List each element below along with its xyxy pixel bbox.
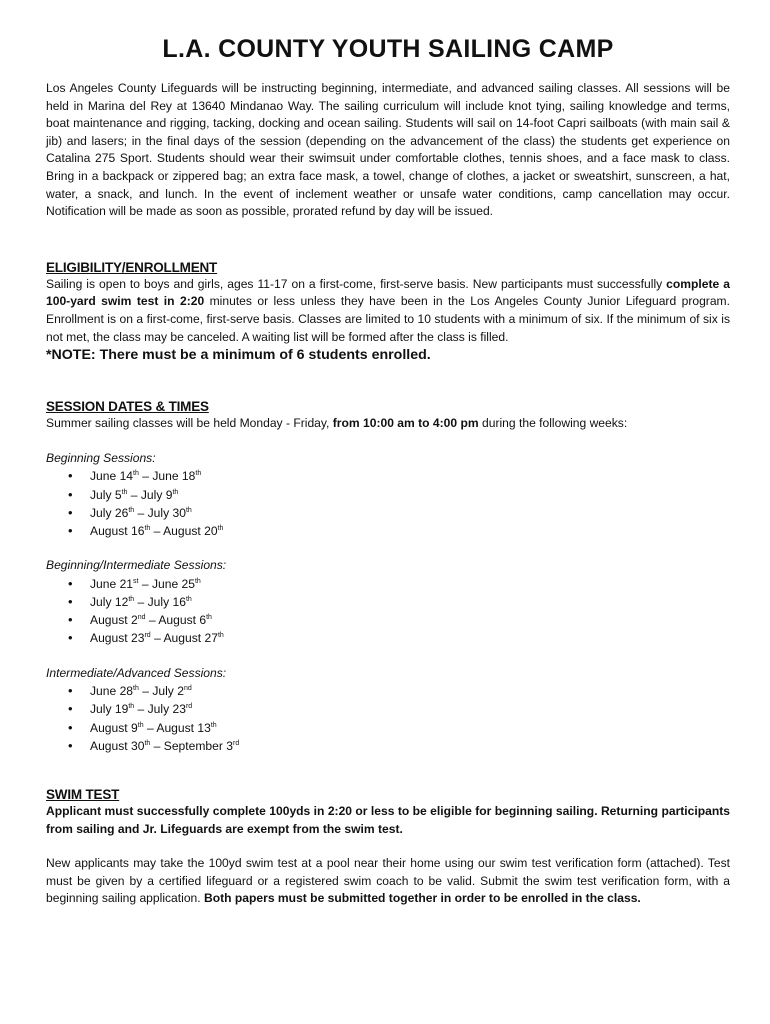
eligibility-text-2: minutes or less unless they have been in the Los Angeles County Junior Lifeguard program. Enrollment is on a first-come, first-serve basis. Classes are limited to 10 students with a minimum of six. If the minimum of six is not met, the class may be canceled. A waiting list will be formed after the class is filled. [46, 294, 730, 344]
session-date-item [90, 700, 730, 718]
date-ordinal-suffix: th [185, 506, 192, 514]
swim-test-instructions-text: New applicants may take the 100yd swim test at a pool near their home using our swim test verification form (attached). Test must be given by a certified lifeguard or a registered swim coach to be valid. Submit the swim test verification form, with a beginning sailing application. [46, 856, 730, 906]
page-title: L.A. COUNTY YOUTH SAILING CAMP [162, 35, 614, 63]
date-ordinal-suffix: th [172, 488, 179, 496]
date-ordinal-suffix: th [144, 524, 151, 532]
date-text: – July 9 [127, 487, 173, 502]
session-group-label: Intermediate/Advanced Sessions: [46, 665, 227, 680]
date-text: June 14 [90, 469, 134, 484]
date-ordinal-suffix: th [144, 739, 151, 747]
session-date-item [90, 522, 730, 540]
date-text: – June 25 [138, 576, 195, 591]
session-date-list [46, 467, 730, 540]
date-ordinal-suffix: st [133, 577, 139, 585]
eligibility-heading: ELIGIBILITY/ENROLLMENT [46, 259, 218, 275]
date-ordinal-suffix: th [210, 721, 217, 729]
sessions-heading: SESSION DATES & TIMES [46, 399, 209, 415]
session-date-item [90, 737, 730, 755]
session-date-item [90, 467, 730, 485]
eligibility-paragraph [46, 276, 730, 346]
date-ordinal-suffix: th [194, 577, 201, 585]
eligibility-text-1: Sailing is open to boys and girls, ages 11-17 on a first-come, first-serve basis. New participants must successfully [46, 276, 667, 291]
date-text: July 26 [90, 505, 129, 520]
date-text: June 21 [90, 576, 134, 591]
date-ordinal-suffix: nd [183, 685, 192, 693]
sessions-intro-text-1: Summer sailing classes will be held Monday - Friday, [46, 416, 333, 431]
date-ordinal-suffix: rd [233, 739, 240, 747]
date-ordinal-suffix: th [217, 632, 224, 640]
session-date-item [90, 575, 730, 593]
date-text: July 12 [90, 594, 129, 609]
date-ordinal-suffix: th [185, 595, 192, 603]
session-date-item [90, 629, 730, 647]
swim-test-requirement: Applicant must successfully complete 100yds in 2:20 or less to be eligible for beginning sailing. Returning participants from sailing and Jr. Lifeguards are exempt from the swim test. [46, 803, 730, 836]
date-text: – August 27 [150, 631, 218, 646]
date-text: – July 30 [134, 505, 186, 520]
sessions-hours: from 10:00 am to 4:00 pm [332, 416, 479, 431]
date-text: – August 13 [143, 720, 211, 735]
session-date-item [90, 593, 730, 611]
date-ordinal-suffix: th [195, 470, 202, 478]
date-text: – July 2 [138, 684, 184, 699]
date-text: August 16 [90, 523, 145, 538]
date-ordinal-suffix: rd [144, 632, 151, 640]
date-text: – June 18 [138, 469, 196, 484]
date-text: August 30 [90, 738, 145, 753]
date-text: July 5 [90, 487, 122, 502]
date-ordinal-suffix: th [128, 506, 135, 514]
date-text: August 23 [90, 631, 145, 646]
session-date-item [90, 486, 730, 504]
date-text: – July 16 [134, 594, 186, 609]
session-group-label: Beginning Sessions: [46, 450, 156, 465]
swim-test-instructions [46, 855, 730, 908]
date-ordinal-suffix: th [133, 470, 139, 478]
intro-paragraph: Los Angeles County Lifeguards will be instructing beginning, intermediate, and advanced sailing classes. All sessions will be held in Marina del Rey at 13640 Mindanao Way. The sailing curriculum will include knot tying, sailing knowledge and terms, boat maintenance and rigging, tacking, docking and ocean sailing. Students will sail on 14-foot Capri sailboats (with main sail & jib) and lasers; in the final days of the session (depending on the advancement of the class) the students get experience on Catalina 275 Sport. Students should wear their swimsuit under comfortable clothes, tennis shoes, and a face mask to class. Bring in a backpack or zippered bag; an extra face mask, a towel, change of clothes, a jacket or sweatshirt, sunscreen, a hat, water, a snack, and lunch. In the event of inclement weather or unsafe water conditions, camp cancellation may occur. Notification will be made as soon as possible, prorated refund by day will be issued. [46, 81, 730, 219]
date-text: July 19 [90, 702, 129, 717]
date-text: – August 20 [150, 523, 218, 538]
date-ordinal-suffix: rd [185, 703, 193, 711]
date-ordinal-suffix: th [217, 524, 224, 532]
date-ordinal-suffix: th [206, 614, 212, 622]
date-ordinal-suffix: th [121, 488, 128, 496]
document-page [46, 34, 730, 908]
swim-test-submission-note: Both papers must be submitted together in order to be enrolled in the class. [204, 891, 641, 906]
date-text: June 28 [90, 684, 134, 699]
date-text: – August 6 [145, 613, 207, 628]
date-ordinal-suffix: th [133, 685, 139, 693]
minimum-enrollment-note: *NOTE: There must be a minimum of 6 students enrolled. [46, 347, 431, 364]
date-ordinal-suffix: nd [137, 614, 146, 622]
session-date-item [90, 682, 730, 700]
session-groups [46, 433, 730, 755]
date-text: – July 23 [134, 702, 186, 717]
swim-test-heading: SWIM TEST [46, 786, 120, 802]
session-date-item [90, 719, 730, 737]
eligibility-swim-requirement: complete a 100-yard swim test in 2:20 [46, 276, 730, 309]
session-date-item [90, 611, 730, 629]
date-ordinal-suffix: th [137, 721, 144, 729]
date-text: August 2 [90, 613, 138, 628]
session-group-label: Beginning/Intermediate Sessions: [46, 558, 227, 573]
sessions-intro [46, 415, 730, 433]
session-date-item [90, 504, 730, 522]
date-ordinal-suffix: th [128, 703, 135, 711]
sessions-intro-text-2: during the following weeks: [478, 416, 628, 431]
date-text: – September 3 [150, 738, 234, 753]
session-date-list [46, 575, 730, 648]
session-date-list [46, 682, 730, 755]
date-text: August 9 [90, 720, 138, 735]
date-ordinal-suffix: th [128, 595, 135, 603]
